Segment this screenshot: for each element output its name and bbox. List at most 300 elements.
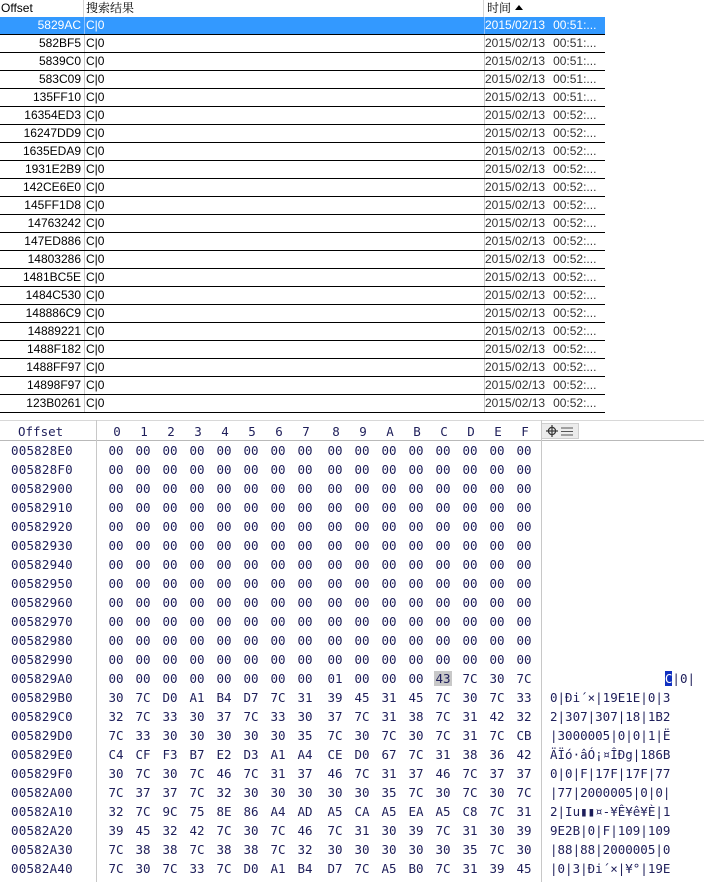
hex-byte[interactable]: 00 [243, 500, 259, 515]
hex-byte[interactable]: 00 [243, 595, 259, 610]
hex-byte[interactable]: 30 [327, 842, 343, 857]
hex-byte[interactable]: 7C [354, 861, 370, 876]
hex-byte[interactable]: A5 [381, 804, 397, 819]
hex-byte[interactable]: 00 [108, 652, 124, 667]
hex-byte[interactable]: 00 [408, 443, 424, 458]
hex-byte[interactable]: 37 [408, 766, 424, 781]
hex-byte[interactable]: 00 [243, 652, 259, 667]
hex-toolbar[interactable] [541, 423, 579, 439]
table-row[interactable] [0, 71, 605, 89]
hex-byte[interactable]: 7C [327, 728, 343, 743]
table-row[interactable] [0, 143, 605, 161]
hex-byte[interactable]: 45 [408, 690, 424, 705]
hex-byte[interactable]: 7C [489, 842, 505, 857]
hex-byte[interactable]: 00 [516, 500, 532, 515]
hex-byte[interactable]: 00 [162, 633, 178, 648]
hex-byte[interactable]: 00 [270, 443, 286, 458]
hex-row-ascii[interactable] [550, 671, 695, 686]
hex-byte[interactable]: 00 [243, 557, 259, 572]
hex-byte[interactable]: 00 [435, 633, 451, 648]
hex-byte[interactable]: 00 [381, 519, 397, 534]
hex-byte[interactable]: 00 [189, 481, 205, 496]
hex-byte[interactable]: 00 [189, 519, 205, 534]
hex-byte[interactable]: CE [327, 747, 343, 762]
hex-row[interactable] [0, 517, 704, 536]
hex-byte[interactable]: 38 [162, 842, 178, 857]
hex-byte[interactable]: 00 [189, 576, 205, 591]
hex-byte[interactable]: 30 [327, 785, 343, 800]
hex-byte[interactable]: 31 [462, 728, 478, 743]
hex-byte[interactable]: 00 [489, 443, 505, 458]
hex-byte[interactable]: 7C [270, 823, 286, 838]
hex-byte[interactable]: D0 [243, 861, 259, 876]
hex-byte[interactable]: 00 [462, 500, 478, 515]
hex-byte[interactable]: 00 [381, 500, 397, 515]
hex-byte[interactable]: 00 [216, 576, 232, 591]
hex-byte[interactable]: 00 [243, 538, 259, 553]
hex-byte[interactable]: 00 [135, 614, 151, 629]
hex-byte[interactable]: 38 [216, 842, 232, 857]
hex-byte[interactable]: 00 [435, 519, 451, 534]
hex-byte[interactable]: 38 [462, 747, 478, 762]
hex-byte[interactable]: 00 [162, 652, 178, 667]
hex-row[interactable] [0, 498, 704, 517]
hex-byte[interactable]: 00 [462, 519, 478, 534]
hex-row[interactable] [0, 441, 704, 460]
hex-byte[interactable]: 30 [189, 709, 205, 724]
hex-byte[interactable]: 35 [297, 728, 313, 743]
hex-byte[interactable]: 7C [189, 785, 205, 800]
hex-byte[interactable]: 00 [162, 557, 178, 572]
hex-byte[interactable]: 7C [243, 766, 259, 781]
hex-byte[interactable]: 00 [327, 481, 343, 496]
hex-byte[interactable]: 00 [354, 443, 370, 458]
hex-byte[interactable]: 00 [270, 633, 286, 648]
hex-byte[interactable]: 00 [327, 595, 343, 610]
hex-row[interactable] [0, 555, 704, 574]
hex-row[interactable] [0, 859, 704, 878]
hex-byte[interactable]: 00 [216, 538, 232, 553]
hex-byte[interactable]: 00 [462, 443, 478, 458]
hex-byte[interactable]: 00 [489, 614, 505, 629]
hex-byte[interactable]: 00 [354, 500, 370, 515]
hex-byte[interactable]: 00 [162, 519, 178, 534]
hex-byte[interactable]: 31 [381, 709, 397, 724]
hex-byte[interactable]: 32 [216, 785, 232, 800]
hex-byte[interactable]: 00 [270, 481, 286, 496]
table-row[interactable] [0, 17, 605, 35]
table-row[interactable] [0, 269, 605, 287]
hex-byte[interactable]: 30 [489, 823, 505, 838]
hex-byte[interactable]: 00 [435, 595, 451, 610]
hex-byte[interactable]: 00 [162, 576, 178, 591]
hex-byte[interactable]: 00 [408, 519, 424, 534]
hex-byte[interactable]: 00 [297, 481, 313, 496]
hex-byte[interactable]: 00 [516, 481, 532, 496]
hex-byte[interactable]: 00 [216, 462, 232, 477]
hex-byte[interactable]: 00 [462, 595, 478, 610]
hex-byte[interactable]: 00 [489, 595, 505, 610]
hex-byte[interactable]: 33 [270, 709, 286, 724]
hex-byte[interactable]: 00 [189, 538, 205, 553]
hex-row[interactable] [0, 840, 704, 859]
hex-byte[interactable]: A5 [435, 804, 451, 819]
hex-byte[interactable]: 00 [270, 595, 286, 610]
hex-byte[interactable]: 00 [516, 519, 532, 534]
hex-byte[interactable]: 00 [462, 633, 478, 648]
hex-byte[interactable]: 00 [135, 538, 151, 553]
hex-byte[interactable]: 00 [270, 576, 286, 591]
hex-byte[interactable]: 42 [516, 747, 532, 762]
hex-byte[interactable]: 00 [135, 633, 151, 648]
hex-byte[interactable]: 00 [243, 576, 259, 591]
table-row[interactable] [0, 233, 605, 251]
hex-byte[interactable]: 7C [108, 842, 124, 857]
hex-row[interactable] [0, 593, 704, 612]
hex-byte[interactable]: 00 [354, 519, 370, 534]
hex-byte[interactable]: 00 [354, 652, 370, 667]
hex-byte[interactable]: 7C [327, 823, 343, 838]
hex-byte[interactable]: 00 [354, 633, 370, 648]
hex-byte[interactable]: 7C [135, 766, 151, 781]
table-row[interactable] [0, 215, 605, 233]
hex-byte[interactable]: 7C [216, 861, 232, 876]
hex-byte[interactable]: 00 [462, 557, 478, 572]
hex-byte[interactable]: 30 [243, 823, 259, 838]
hex-byte[interactable]: 00 [297, 443, 313, 458]
hex-byte[interactable]: E2 [216, 747, 232, 762]
hex-byte[interactable]: 7C [270, 842, 286, 857]
hex-byte[interactable]: 35 [381, 785, 397, 800]
hex-byte[interactable]: CB [516, 728, 532, 743]
hex-viewer[interactable] [0, 420, 704, 882]
hex-byte[interactable]: 31 [516, 804, 532, 819]
hex-byte[interactable]: 00 [327, 519, 343, 534]
hex-byte[interactable]: B4 [297, 861, 313, 876]
hex-byte[interactable]: 00 [462, 576, 478, 591]
hex-byte[interactable]: 00 [108, 557, 124, 572]
hex-byte[interactable]: 46 [327, 766, 343, 781]
hex-byte[interactable]: 00 [297, 576, 313, 591]
hex-byte[interactable]: 36 [489, 747, 505, 762]
table-row[interactable] [0, 395, 605, 413]
hex-byte[interactable]: 7C [489, 690, 505, 705]
hex-byte[interactable]: 00 [297, 500, 313, 515]
table-row[interactable] [0, 251, 605, 269]
table-row[interactable] [0, 287, 605, 305]
hex-byte[interactable]: 37 [297, 766, 313, 781]
hex-byte[interactable]: 7C [462, 766, 478, 781]
hex-byte[interactable]: 00 [381, 576, 397, 591]
hex-byte[interactable]: 00 [408, 462, 424, 477]
hex-byte[interactable]: 39 [516, 823, 532, 838]
hex-byte[interactable]: 00 [354, 557, 370, 572]
hex-byte[interactable]: 39 [408, 823, 424, 838]
hex-byte[interactable]: 00 [108, 443, 124, 458]
hex-row[interactable] [0, 707, 704, 726]
hex-row[interactable] [0, 764, 704, 783]
hex-byte[interactable]: 42 [189, 823, 205, 838]
hex-byte[interactable]: 00 [489, 557, 505, 572]
hex-row-ascii[interactable]: 9E2B|0|F|109|109 [550, 823, 671, 838]
hex-byte[interactable]: 00 [162, 462, 178, 477]
hex-byte[interactable]: 7C [243, 709, 259, 724]
hex-byte[interactable]: 7C [270, 690, 286, 705]
hex-byte[interactable]: 7C [435, 728, 451, 743]
hex-byte[interactable]: 7C [108, 728, 124, 743]
hex-byte[interactable]: 30 [216, 728, 232, 743]
hex-byte[interactable]: 00 [270, 557, 286, 572]
hex-byte[interactable]: 00 [381, 633, 397, 648]
hex-byte[interactable]: 00 [462, 481, 478, 496]
hex-byte[interactable]: 00 [435, 462, 451, 477]
hex-byte[interactable]: 31 [297, 690, 313, 705]
hex-byte[interactable]: 00 [270, 538, 286, 553]
hex-byte[interactable]: 00 [135, 576, 151, 591]
hex-row[interactable] [0, 574, 704, 593]
hex-byte[interactable]: 00 [216, 519, 232, 534]
hex-row[interactable] [0, 669, 704, 688]
hex-byte[interactable]: 00 [108, 519, 124, 534]
hex-byte[interactable]: 30 [462, 690, 478, 705]
hex-byte[interactable]: 00 [408, 481, 424, 496]
hex-byte[interactable]: 00 [297, 614, 313, 629]
hex-byte[interactable]: 00 [516, 443, 532, 458]
hex-byte[interactable]: 00 [189, 614, 205, 629]
hex-row-ascii[interactable]: |3000005|0|0|1|Ë [550, 728, 671, 743]
hex-byte[interactable]: 00 [516, 462, 532, 477]
table-row[interactable] [0, 359, 605, 377]
hex-byte[interactable]: 00 [216, 614, 232, 629]
hex-byte[interactable]: 00 [189, 671, 205, 686]
hex-byte[interactable]: 01 [327, 671, 343, 686]
hex-byte[interactable]: 46 [297, 823, 313, 838]
hex-byte[interactable]: 30 [135, 861, 151, 876]
hex-byte[interactable]: 31 [354, 823, 370, 838]
crosshair-icon[interactable] [546, 425, 558, 437]
hex-byte[interactable]: 00 [354, 614, 370, 629]
hex-byte[interactable]: 00 [408, 595, 424, 610]
hex-byte[interactable]: 30 [408, 728, 424, 743]
hex-byte[interactable]: 30 [435, 785, 451, 800]
hex-byte[interactable]: 9C [162, 804, 178, 819]
table-row[interactable] [0, 89, 605, 107]
hex-byte[interactable]: 30 [408, 842, 424, 857]
hex-byte[interactable]: 7C [435, 861, 451, 876]
hex-byte[interactable]: 00 [108, 538, 124, 553]
hex-byte[interactable]: 00 [216, 671, 232, 686]
hex-byte[interactable]: 00 [270, 671, 286, 686]
hex-byte[interactable]: 00 [162, 538, 178, 553]
hex-row-ascii[interactable]: |0|3|Ði´×|¥°|19E [550, 861, 671, 876]
hex-byte[interactable]: 33 [162, 709, 178, 724]
hex-byte[interactable]: 00 [216, 500, 232, 515]
hex-byte[interactable]: 00 [516, 538, 532, 553]
hex-byte[interactable]: 00 [270, 652, 286, 667]
table-row[interactable] [0, 161, 605, 179]
hex-byte[interactable]: 00 [516, 633, 532, 648]
hex-byte[interactable]: 00 [489, 519, 505, 534]
hex-byte[interactable]: 7C [435, 709, 451, 724]
table-row[interactable] [0, 377, 605, 395]
hex-byte[interactable]: 00 [135, 557, 151, 572]
hex-byte[interactable]: A5 [381, 861, 397, 876]
hex-byte[interactable]: 00 [162, 500, 178, 515]
hex-byte[interactable]: 30 [162, 728, 178, 743]
hex-byte[interactable]: 7C [408, 747, 424, 762]
hex-byte[interactable]: 00 [108, 614, 124, 629]
hex-byte[interactable]: 7C [135, 709, 151, 724]
hex-byte[interactable]: 00 [189, 443, 205, 458]
hex-byte[interactable]: 30 [270, 785, 286, 800]
hex-byte[interactable]: 37 [162, 785, 178, 800]
hex-byte[interactable]: 43 [435, 671, 451, 686]
hex-byte[interactable]: 7C [135, 804, 151, 819]
hex-byte[interactable]: 7C [462, 671, 478, 686]
hex-byte[interactable]: 30 [381, 842, 397, 857]
hex-byte[interactable]: 30 [354, 842, 370, 857]
hex-byte[interactable]: 00 [108, 481, 124, 496]
hex-byte[interactable]: 00 [189, 500, 205, 515]
hex-byte[interactable]: 00 [162, 671, 178, 686]
hex-byte[interactable]: 00 [297, 519, 313, 534]
hex-byte[interactable]: 00 [243, 519, 259, 534]
hex-byte[interactable]: 7C [108, 861, 124, 876]
hex-byte[interactable]: 00 [216, 595, 232, 610]
hex-byte[interactable]: F3 [162, 747, 178, 762]
hex-row[interactable] [0, 631, 704, 650]
hex-row[interactable] [0, 536, 704, 555]
hex-byte[interactable]: 00 [327, 614, 343, 629]
hex-byte[interactable]: 31 [462, 709, 478, 724]
hex-byte[interactable]: 00 [381, 462, 397, 477]
hex-byte[interactable]: 00 [381, 614, 397, 629]
hex-byte[interactable]: 00 [162, 481, 178, 496]
hex-byte[interactable]: A1 [189, 690, 205, 705]
table-row[interactable] [0, 53, 605, 71]
hex-byte[interactable]: 00 [243, 633, 259, 648]
hex-byte[interactable]: 30 [297, 709, 313, 724]
hex-byte[interactable]: 00 [297, 671, 313, 686]
hex-byte[interactable]: 00 [108, 500, 124, 515]
hex-byte[interactable]: 00 [135, 443, 151, 458]
table-row[interactable] [0, 179, 605, 197]
table-row[interactable] [0, 323, 605, 341]
hex-byte[interactable]: 00 [162, 595, 178, 610]
hex-byte[interactable]: 32 [108, 804, 124, 819]
hex-byte[interactable]: 30 [516, 842, 532, 857]
hex-byte[interactable]: 00 [489, 652, 505, 667]
hex-byte[interactable]: 00 [135, 500, 151, 515]
hex-byte[interactable]: 31 [462, 861, 478, 876]
hex-byte[interactable]: 30 [381, 823, 397, 838]
hex-byte[interactable]: D7 [243, 690, 259, 705]
hex-byte[interactable]: 00 [462, 538, 478, 553]
hex-row-ascii[interactable]: 0|Ði´×|19E1E|0|3 [550, 690, 671, 705]
hex-byte[interactable]: A4 [270, 804, 286, 819]
hex-byte[interactable]: 00 [297, 652, 313, 667]
hex-byte[interactable]: 45 [135, 823, 151, 838]
hex-byte[interactable]: 00 [270, 500, 286, 515]
hex-byte[interactable]: 00 [462, 462, 478, 477]
hex-byte[interactable]: 00 [435, 576, 451, 591]
hex-byte[interactable]: EA [408, 804, 424, 819]
hex-row[interactable] [0, 460, 704, 479]
hex-byte[interactable]: 00 [489, 462, 505, 477]
hex-byte[interactable]: 00 [381, 481, 397, 496]
hex-byte[interactable]: AD [297, 804, 313, 819]
hex-byte[interactable]: 7C [489, 728, 505, 743]
hex-byte[interactable]: 00 [297, 462, 313, 477]
hex-byte[interactable]: 00 [516, 614, 532, 629]
hex-byte[interactable]: B4 [216, 690, 232, 705]
hex-byte[interactable]: 00 [489, 576, 505, 591]
table-row[interactable] [0, 197, 605, 215]
hex-byte[interactable]: 00 [435, 481, 451, 496]
hex-byte[interactable]: 75 [189, 804, 205, 819]
hex-byte[interactable]: 00 [189, 633, 205, 648]
hex-row[interactable] [0, 802, 704, 821]
hex-byte[interactable]: 33 [135, 728, 151, 743]
hex-byte[interactable]: CA [354, 804, 370, 819]
hex-byte[interactable]: 39 [108, 823, 124, 838]
hex-byte[interactable]: 00 [135, 595, 151, 610]
hex-byte[interactable]: 30 [270, 728, 286, 743]
hex-byte[interactable]: 7C [381, 728, 397, 743]
hex-byte[interactable]: 00 [297, 633, 313, 648]
hex-byte[interactable]: 00 [354, 481, 370, 496]
hex-byte[interactable]: 00 [354, 576, 370, 591]
hex-byte[interactable]: 00 [408, 652, 424, 667]
hex-byte[interactable]: 00 [243, 481, 259, 496]
hex-byte[interactable]: 00 [327, 576, 343, 591]
hex-byte[interactable]: 30 [489, 785, 505, 800]
hex-byte[interactable]: 00 [327, 500, 343, 515]
hex-byte[interactable]: 30 [108, 690, 124, 705]
hex-byte[interactable]: 00 [489, 538, 505, 553]
hex-row-ascii[interactable]: 2|Ιu▮▮¤-¥Ê¥ê¥È|1 [550, 804, 671, 819]
hex-byte[interactable]: 00 [189, 462, 205, 477]
hex-byte[interactable]: 00 [408, 500, 424, 515]
hex-byte[interactable]: 00 [243, 614, 259, 629]
hex-byte[interactable]: 7C [516, 671, 532, 686]
hex-byte[interactable]: 00 [489, 500, 505, 515]
hex-row[interactable] [0, 479, 704, 498]
hex-byte[interactable]: 00 [489, 633, 505, 648]
hex-row[interactable] [0, 745, 704, 764]
hex-byte[interactable]: 00 [381, 595, 397, 610]
hex-byte[interactable]: 32 [162, 823, 178, 838]
hex-row[interactable] [0, 688, 704, 707]
hex-byte[interactable]: CF [135, 747, 151, 762]
hex-byte[interactable]: 00 [435, 443, 451, 458]
hex-byte[interactable]: 00 [243, 462, 259, 477]
hex-row[interactable] [0, 650, 704, 669]
hex-byte[interactable]: 00 [381, 671, 397, 686]
hex-byte[interactable]: 30 [243, 785, 259, 800]
hex-byte[interactable]: 46 [435, 766, 451, 781]
hex-row-ascii[interactable]: 0|0|F|17F|17F|77 [550, 766, 671, 781]
hex-byte[interactable]: 00 [462, 652, 478, 667]
hex-byte[interactable]: 00 [216, 481, 232, 496]
hex-byte[interactable]: 38 [408, 709, 424, 724]
hex-byte[interactable]: 32 [108, 709, 124, 724]
hex-byte[interactable]: 30 [162, 766, 178, 781]
hex-byte[interactable]: 39 [327, 690, 343, 705]
hex-byte[interactable]: 00 [189, 557, 205, 572]
hex-byte[interactable]: 00 [162, 614, 178, 629]
hex-byte[interactable]: 37 [516, 766, 532, 781]
